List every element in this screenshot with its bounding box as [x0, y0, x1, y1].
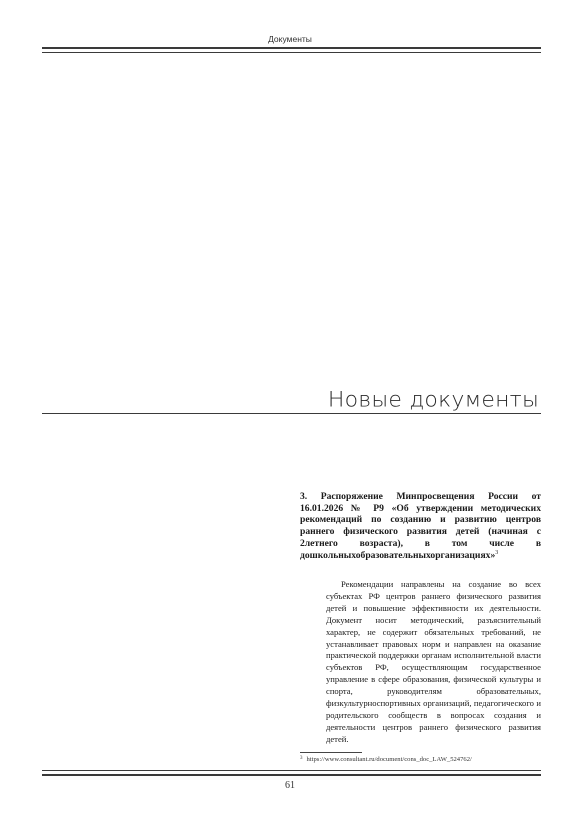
header-rule [42, 47, 541, 49]
footnote [300, 756, 541, 763]
section-title: Новые документы [327, 388, 539, 413]
footnote-rule [300, 752, 362, 753]
page-number: 61 [285, 780, 295, 791]
article-heading [300, 491, 541, 561]
footer-rule-thin [42, 770, 541, 771]
footnote-link[interactable]: https://www.consultant.ru/document/cons_doc_LAW_524762/ [306, 756, 472, 763]
footnote-ref: 3 [495, 549, 499, 556]
running-head: Документы [268, 34, 312, 44]
header-rule-thin [42, 52, 541, 53]
footnote-marker: 3 [300, 756, 303, 761]
article-heading-text: 3. Распоряжение Минпросвещения России от 16.01.2026 № Р9 «Об утверждении методических рекомендаций по созданию и развитию центров раннего физического развития детей (начиная с 2летнего возраста), в том числе в дошкольныхобразовательныхорганизациях» [300, 491, 541, 561]
footer-rule [42, 774, 541, 776]
article-body: Рекомендации направлены на создание во всех субъектах РФ центров раннего физического развития детей и повышение эффективности их деятельности. Документ носит методический, разъяснительный характер, не содержит обязательных требований, не устанавливает правовых норм и направлен на оказание практической поддержки органам исполнительной власти субъектов РФ, осуществляющим государственное управление в сфере образования, физической культуры и спорта, руководителям образовательных, физкультурноспортивных организаций, педагогического и родительского сообществ в вопросах создания и деятельности центров раннего физического развития детей. [326, 579, 541, 744]
section-rule [42, 413, 541, 414]
